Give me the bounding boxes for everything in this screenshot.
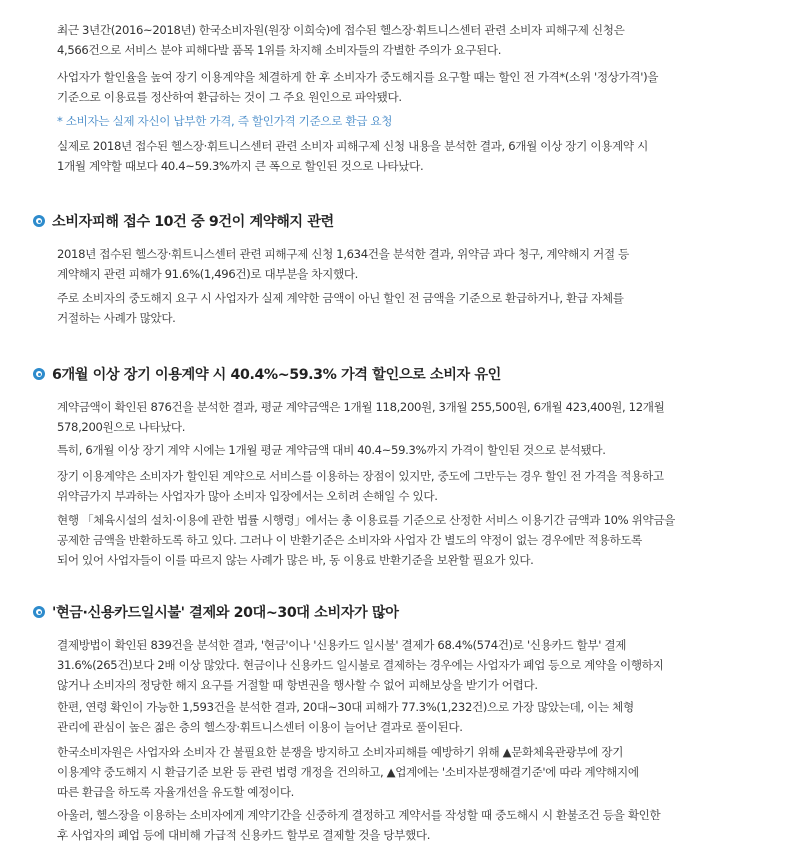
intro-paragraph-1 — [57, 20, 757, 60]
footnote — [57, 111, 757, 131]
text-line: 않거나 소비자의 정당한 해지 요구를 거절할 때 항변권을 행사할 수 없어 피해보상을 받기가 어렵다. — [57, 678, 538, 692]
text-line: 장기 이용계약은 소비자가 할인된 계약으로 서비스를 이용하는 장점이 있지만, 중도에 그만두는 경우 할인 전 가격을 적용하고 — [57, 469, 664, 483]
text-line: 거절하는 사례가 많았다. — [57, 311, 176, 325]
section2-paragraph-1 — [57, 397, 757, 437]
text-line: 사업자가 할인율을 높여 장기 이용계약을 체결하게 한 후 소비자가 중도해지를 요구할 때는 할인 전 가격*(소위 '정상가격')을 — [57, 70, 659, 84]
section-heading-text: 6개월 이상 장기 이용계약 시 40.4%~59.3% 가격 할인으로 소비자 유인 — [52, 367, 501, 383]
text-line: 후 사업자의 폐업 등에 대비해 가급적 신용카드 할부로 결제할 것을 당부했다. — [57, 828, 431, 842]
intro-paragraph-3 — [57, 136, 757, 176]
section3-paragraph-2 — [57, 697, 757, 737]
section2-paragraph-3 — [57, 466, 757, 506]
circle-bullet-icon — [33, 606, 45, 618]
text-line: 계약금액이 확인된 876건을 분석한 결과, 평균 계약금액은 1개월 118,200원, 3개월 255,500원, 6개월 423,400원, 12개월 — [57, 400, 665, 414]
text-line: 결제방법이 확인된 839건을 분석한 결과, '현금'이나 '신용카드 일시불' 결제가 68.4%(574건)로 '신용카드 할부' 결제 — [57, 638, 627, 652]
text-line: 계약해지 관련 피해가 91.6%(1,496건)로 대부분을 차지했다. — [57, 267, 359, 281]
section1-paragraph-1 — [57, 244, 757, 284]
text-line: 최근 3년간(2016~2018년) 한국소비자원(원장 이희숙)에 접수된 헬스장·휘트니스센터 관련 소비자 피해구제 신청은 — [57, 23, 625, 37]
section2-paragraph-4 — [57, 510, 757, 570]
text-line: 31.6%(265건)보다 2배 이상 많았다. 현금이나 신용카드 일시불로 결제하는 경우에는 사업자가 폐업 등으로 계약을 이행하지 — [57, 658, 664, 672]
text-line: 아울러, 헬스장을 이용하는 소비자에게 계약기간을 신중하게 결정하고 계약서를 작성할 때 중도해시 시 환불조건 등을 확인한 — [57, 808, 661, 822]
section1-paragraph-2 — [57, 288, 757, 328]
section-heading-3 — [33, 601, 399, 623]
section-heading-text: '현금·신용카드일시불' 결제와 20대~30대 소비자가 많아 — [52, 605, 399, 621]
section3-paragraph-4 — [57, 805, 757, 845]
text-line: 되어 있어 사업자들이 이를 따르지 않는 사례가 많은 바, 동 이용료 반환기준을 보완할 필요가 있다. — [57, 553, 534, 567]
text-line: 관리에 관심이 높은 젊은 층의 헬스장·휘트니스센터 이용이 늘어난 결과로 풀이된다. — [57, 720, 463, 734]
text-line: 위약금가지 부과하는 사업자가 많아 소비자 입장에서는 오히려 손해일 수 있다. — [57, 489, 438, 503]
circle-bullet-icon — [33, 368, 45, 380]
text-line: 이용계약 중도해지 시 환급기준 보완 등 관련 법령 개정을 건의하고, ▲업계에는 '소비자분쟁해결기준'에 따라 계약해지에 — [57, 765, 639, 779]
section2-paragraph-2 — [57, 440, 757, 460]
text-line: 따른 환급을 하도록 자율개선을 유도할 예정이다. — [57, 785, 295, 799]
text-line: 2018년 접수된 헬스장·휘트니스센터 관련 피해구제 신청 1,634건을 분석한 결과, 위약금 과다 청구, 계약해지 거절 등 — [57, 247, 629, 261]
text-line: 실제로 2018년 접수된 헬스장·휘트니스센터 관련 소비자 피해구제 신청 내용을 분석한 결과, 6개월 이상 장기 이용계약 시 — [57, 139, 648, 153]
text-line: 한국소비자원은 사업자와 소비자 간 불필요한 분쟁을 방지하고 소비자피해를 예방하기 위해 ▲문화체육관광부에 장기 — [57, 745, 624, 759]
text-line: 한편, 연령 확인이 가능한 1,593건을 분석한 결과, 20대~30대 피해가 77.3%(1,232건)으로 가장 많았는데, 이는 체형 — [57, 700, 634, 714]
text-line: 현행 「체육시설의 설치·이용에 관한 법률 시행령」에서는 총 이용료를 기준으로 산정한 서비스 이용기간 금액과 10% 위약금을 — [57, 513, 676, 527]
footnote-text: * 소비자는 실제 자신이 납부한 가격, 즉 할인가격 기준으로 환급 요청 — [57, 114, 393, 128]
section-heading-1 — [33, 210, 334, 232]
intro-paragraph-2 — [57, 67, 757, 107]
section3-paragraph-1 — [57, 635, 757, 695]
section3-paragraph-3 — [57, 742, 757, 802]
text-line: 기준으로 이용료를 정산하여 환급하는 것이 그 주요 원인으로 파악됐다. — [57, 90, 402, 104]
section-heading-2 — [33, 363, 501, 385]
text-line: 4,566건으로 서비스 분야 피해다발 품목 1위를 차지해 소비자들의 각별한 주의가 요구된다. — [57, 43, 502, 57]
text-line: 특히, 6개월 이상 장기 계약 시에는 1개월 평균 계약금액 대비 40.4~59.3%까지 가격이 할인된 것으로 분석됐다. — [57, 443, 606, 457]
text-line: 578,200원으로 나타났다. — [57, 420, 186, 434]
text-line: 1개월 계약할 때보다 40.4~59.3%까지 큰 폭으로 할인된 것으로 나타났다. — [57, 159, 424, 173]
section-heading-text: 소비자피해 접수 10건 중 9건이 계약해지 관련 — [52, 214, 334, 230]
text-line: 공제한 금액을 반환하도록 하고 있다. 그러나 이 반환기준은 소비자와 사업자 간 별도의 약정이 없는 경우에만 적용하도록 — [57, 533, 642, 547]
circle-bullet-icon — [33, 215, 45, 227]
text-line: 주로 소비자의 중도해지 요구 시 사업자가 실제 계약한 금액이 아닌 할인 전 금액을 기준으로 환급하거나, 환급 자체를 — [57, 291, 624, 305]
